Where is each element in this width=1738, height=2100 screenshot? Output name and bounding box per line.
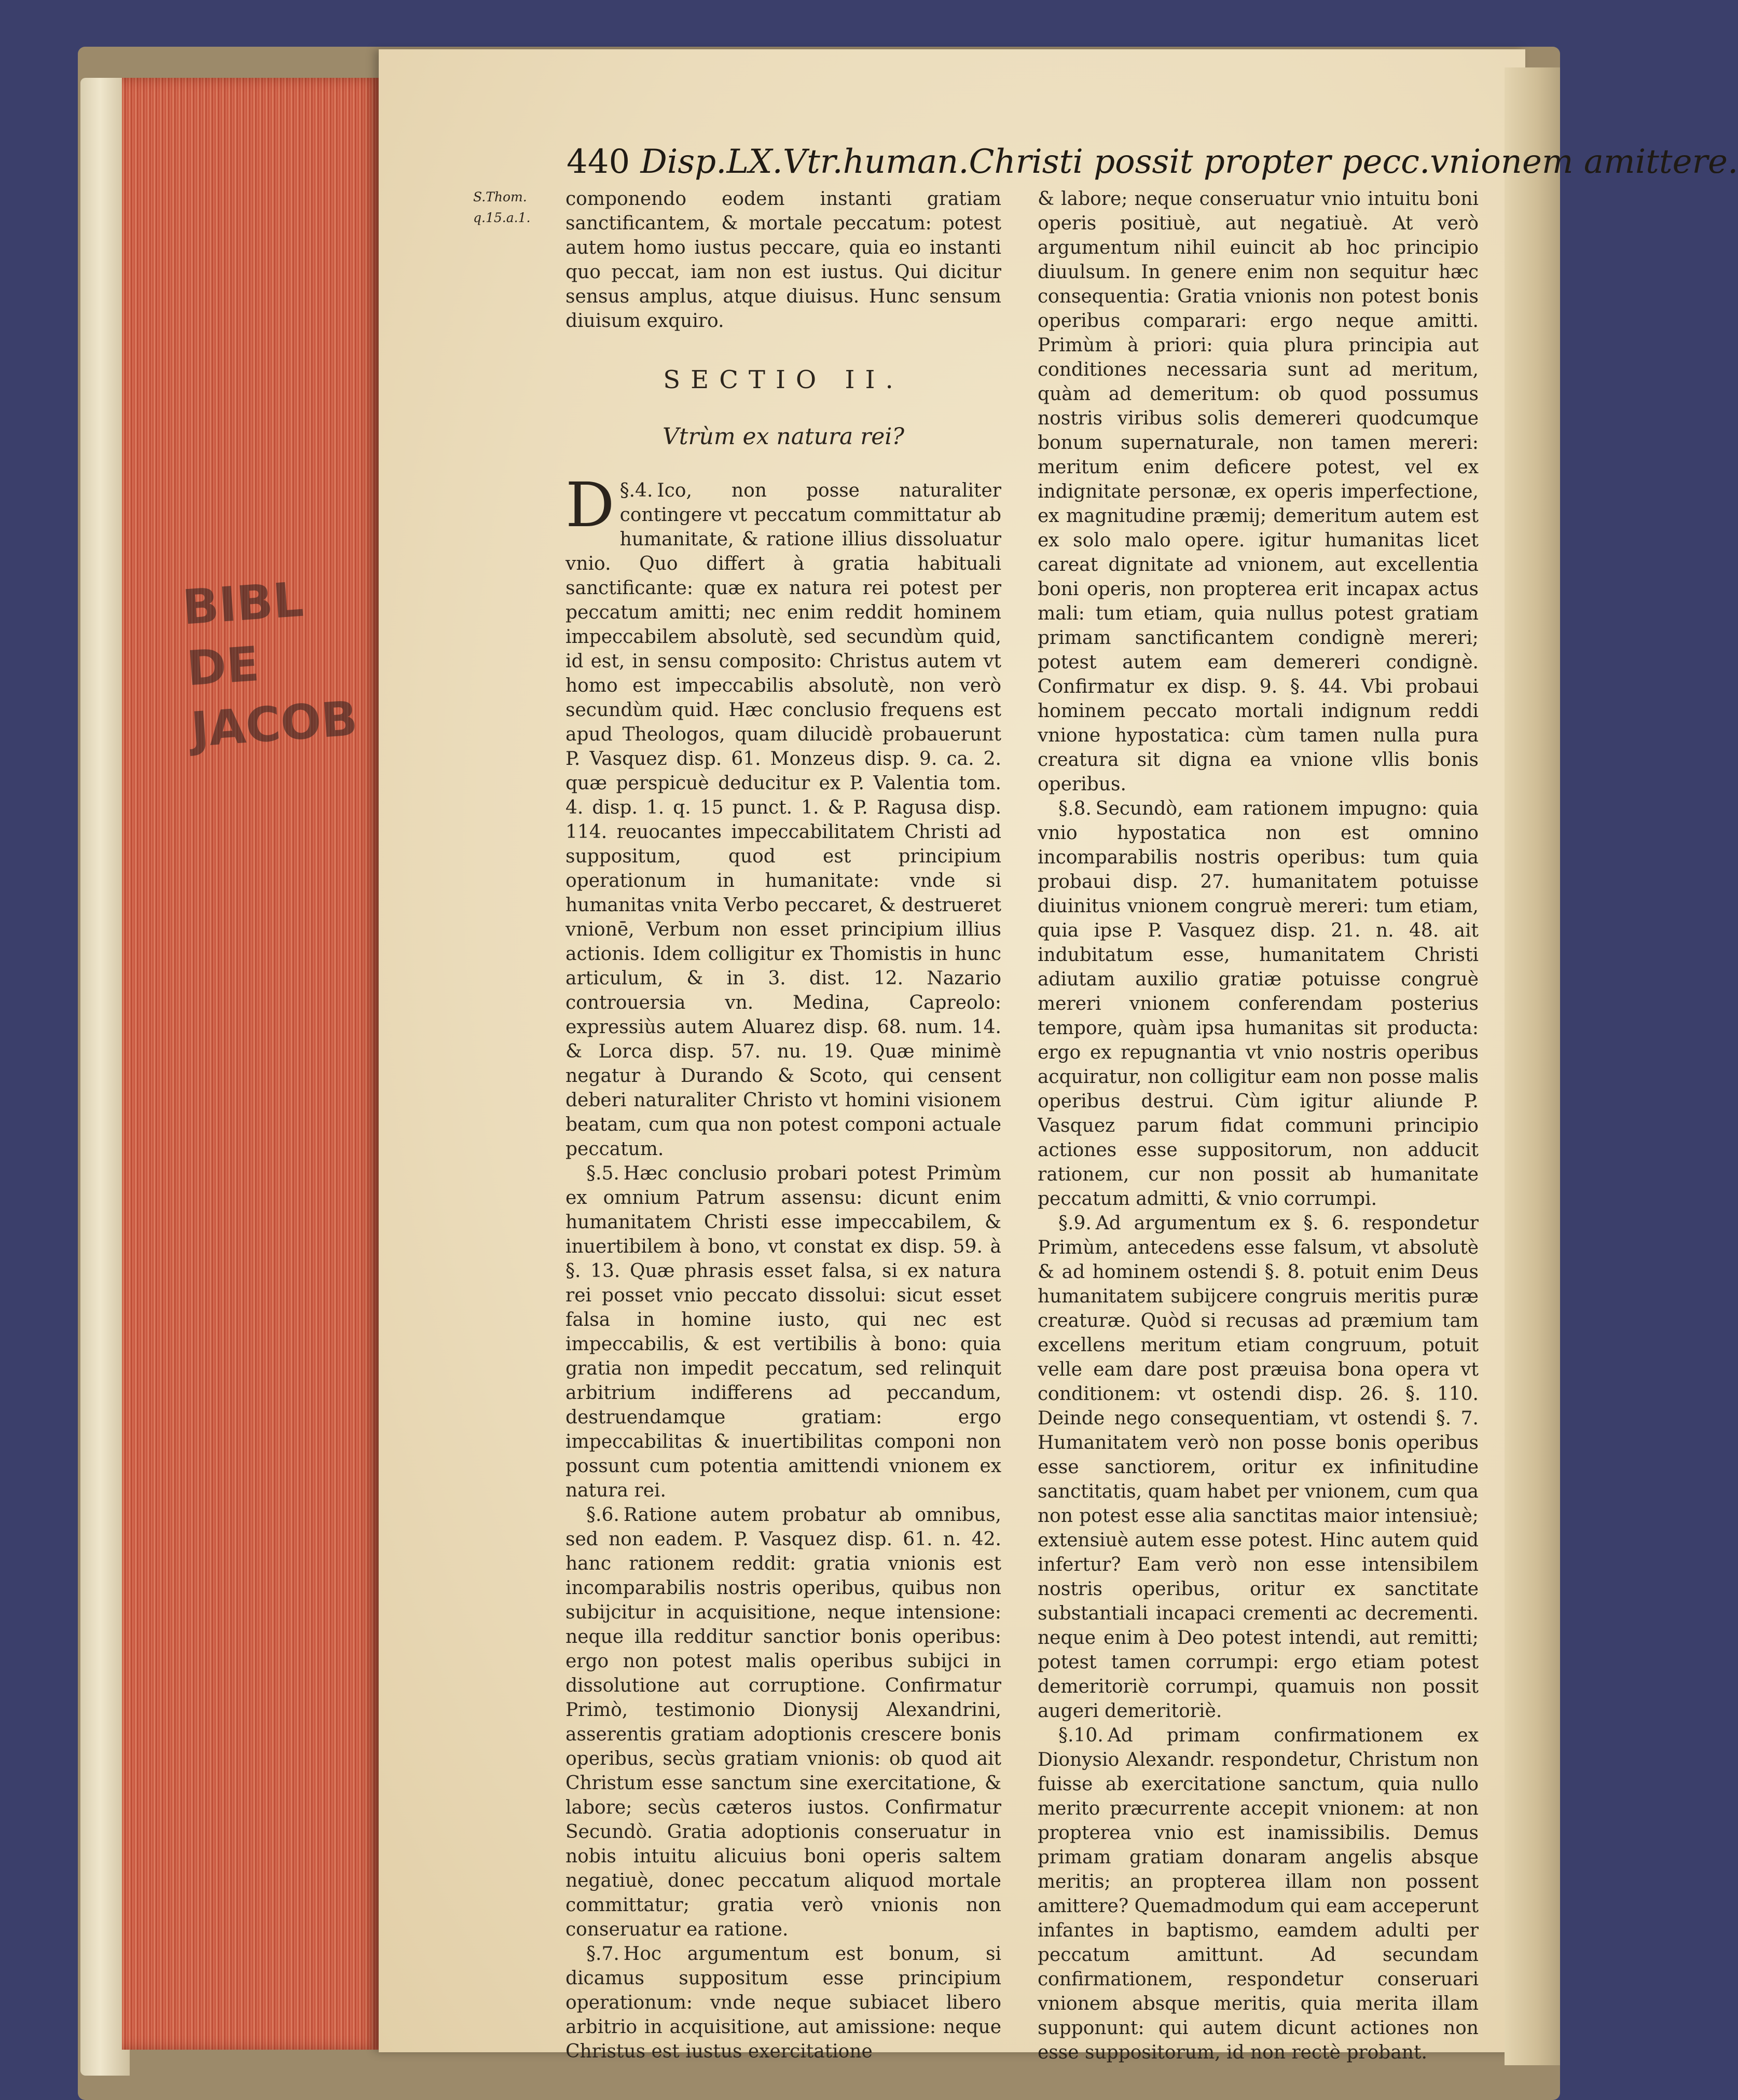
paragraph-text: Ico, non posse naturaliter contingere vt peccatum committatur ab humanitate, & ratione illius dissoluatur vnio. Quo differt à gratia habituali sanctificante: quæ ex natura rei potest per peccatum amitti; nec enim reddit hominem impeccabilem absolutè, sed secundùm quid, id est, in sensu composito: Christus autem vt homo est impeccabilis absolutè, non verò secundùm quid. Hæc conclusio frequens est apud Theologos, quam dilucidè probauerunt P. Vasquez disp. 61. Monzeus disp. 9. ca. 2. quæ perspicuè deducitur ex P. Valentia tom. 4. disp. 1. q. 15 punct. 1. & P. Ragusa disp. 114. reuocantes impeccabilitatem Christi ad suppositum, quod est principium operationum in humanitate: vnde si humanitas vnita Verbo peccaret, & destrueret vnionē, Verbum non esset principium illius actionis. Idem colligitur ex Thomistis in hunc articulum, & in 3. dist. 12. Nazario controuersia vn. Medina, Capreolo: expressiùs autem Aluarez disp. 68. num. 14. & Lorca disp. 57. nu. 19. Quæ minimè negatur à Durando & Scoto, qui censent deberi naturaliter Christo vt homini visionem beatam, cum qua non potest componi actuale peccatum.	[565, 480, 1001, 1160]
paragraph-text: Secundò, eam rationem impugno: quia vnio hypostatica non est omnino incomparabilis nostris operibus: tum quia probaui disp. 27. humanitatem potuisse diuinitus vnionem congruè mereri: tum etiam, quia ipse P. Vasquez disp. 21. n. 48. ait indubitatum esse, humanitatem Christi adiutam auxilio gratiæ potuisse congruè mereri vnionem conferendam posterius tempore, quàm ipsa humanitas sit producta: ergo ex repugnantia vt vnio nostris operibus acquiratur, non colligitur eam non posse malis operibus destrui. Cùm igitur aliunde P. Vasquez parum fidat communi principio actiones esse suppositorum, non adducit rationem, cur non possit ab humanitate peccatum admitti, & vnio corrumpi.	[1038, 798, 1479, 1210]
paragraph-6	[565, 1503, 1001, 1942]
paragraph-text: Ad primam confirmationem ex Dionysio Alexandr. respondetur, Christum non fuisse ab exercitatione sanctum, quia nullo merito præcurrente accepit vnionem: at non propterea vnio est inamissibilis. Demus primam gratiam donaram angelis absque meritis; an propterea illam non possent amittere? Quemadmodum qui eam acceperunt infantes in baptismo, eamdem adulti per peccatum amittunt. Ad secundam confirmationem, respondetur conseruari vnionem absque meritis, quia merita illam supponunt: qui autem dicunt actiones non esse suppositorum, id non rectè probant.	[1038, 1725, 1479, 2063]
intro-paragraph: componendo eodem instanti gratiam sanctificantem, & mortale peccatum: potest autem homo iustus peccare, quia eo instanti quo peccat, iam non est iustus. Qui dicitur sensus amplus, atque diuisus. Hunc sensum diuisum exquiro.	[565, 188, 1001, 332]
paragraph-label: §.5.	[586, 1163, 619, 1184]
running-head	[567, 136, 1738, 188]
paragraph-8	[1038, 797, 1479, 1211]
paragraph-text: Hoc argumentum est bonum, si dicamus suppositum esse principium operationum: vnde neque subiacet libero arbitrio in acquisitione, aut amissione: neque Christus est iustus exercitatione	[565, 1943, 1001, 2062]
margin-note: S.Thom. q.15.a.1.	[473, 189, 531, 225]
paragraph-label: §.10.	[1058, 1725, 1104, 1746]
continuation-paragraph: & labore; neque conseruatur vnio intuitu boni operis positiuè, aut negatiuè. At verò argumentum nihil euincit ab hoc principio diuulsum. In genere enim non sequitur hæc consequentia: Gratia vnionis non potest bonis operibus comparari: ergo neque amitti. Primùm à priori: quia plura principia aut conditiones necessaria sunt ad meritum, quàm ad demeritum: ob quod possumus nostris viribus solis demereri quodcumque bonum supernaturale, non tamen mereri: meritum enim deficere potest, vel ex indignitate personæ, ex operis imperfectione, ex magnitudine præmij; demeritum autem est ex solo malo opere. igitur humanitas licet careat dignitate ad vnionem, aut excellentia boni operis, non propterea erit incapax actus mali: tum etiam, quia nullus potest gratiam primam sanctificantem condignè mereri; potest autem eam demereri condignè. Confirmatur ex disp. 9. §. 44. Vbi probaui hominem peccato mortali indignum reddi vnione hypostatica: cùm tamen nulla pura creatura sit digna ea vnione vllis bonis operibus.	[1038, 188, 1479, 795]
library-stamp	[181, 565, 380, 764]
running-title: Disp.LX.Vtr.human.Christi possit propter pecc.vnionem amittere.	[640, 143, 1738, 181]
paragraph-text: Ratione autem probatur ab omnibus, sed non eadem. P. Vasquez disp. 61. n. 42. hanc rationem reddit: gratia vnionis est incomparabilis nostris operibus, quibus non subijcitur in acquisitione, neque intensione: neque illa redditur sanctior bonis operibus: ergo non potest malis operibus subijci in dissolutione aut corruptione. Confirmatur Primò, testimonio Dionysij Alexandrini, asserentis gratiam adoptionis crescere bonis operibus, secùs gratiam vnionis: ob quod ait Christum esse sanctum sine exercitatione, & labore; secùs cæteros iustos. Confirmatur Secundò. Gratia adoptionis conseruatur in nobis intuitu alicuius boni operis saltem negatiuè, donec peccatum aliquod mortale committatur; gratia verò vnionis non conseruatur ea ratione.	[565, 1504, 1001, 1940]
facing-page-edge	[1505, 67, 1560, 2065]
section-subheading: Vtrùm ex natura rei?	[663, 423, 904, 450]
paragraph-label: §.9.	[1058, 1213, 1092, 1234]
paragraph-label: §.4.	[619, 480, 653, 501]
paragraph-text: Ad argumentum ex §. 6. respondetur Primùm, antecedens esse falsum, vt absolutè & ad hominem ostendi §. 8. potuit enim Deus humanitatem subijcere congruis meritis puræ creaturæ. Quòd si recusas ad præmium tam excellens meritum etiam congruum, potuit velle eam dare post præuisa bona opera vt conditionem: vt ostendi disp. 26. §. 110. Deinde nego consequentiam, vt ostendi §. 7. Humanitatem verò non posse bonis operibus esse sanctiorem, oritur ex infinitudine sanctitatis, quam habet per vnionem, cum qua non potest esse alia sanctitas maior intensiuè; extensiuè autem esse potest. Hinc autem quid infertur? Eam verò non esse intensibilem nostris operibus, oritur ex sanctitate substantiali incapaci crementi ac decrementi. neque enim à Deo potest intendi, aut remitti; potest tamen corrumpi: ergo etiam potest demeritoriè corrumpi, quamuis non possit augeri demeritoriè.	[1038, 1213, 1479, 1722]
paragraph-10	[1038, 1723, 1479, 2065]
paragraph-4	[565, 469, 1001, 1161]
drop-capital: D	[565, 469, 615, 541]
page-number: 440	[567, 143, 630, 181]
paragraph-5	[565, 1161, 1001, 1503]
stamp-line: BIBL	[181, 571, 306, 636]
paragraph-label: §.7.	[586, 1943, 619, 1965]
stamp-line: JACOB	[189, 690, 360, 758]
section-heading: SECTIO II.	[663, 365, 904, 394]
red-page-edges	[122, 78, 381, 2050]
left-column	[565, 187, 1001, 2064]
paragraph-7	[565, 1942, 1001, 2064]
paragraph-text: Hæc conclusio probari potest Primùm ex omnium Patrum assensu: dicunt enim humanitatem Christi esse impeccabilem, & inuertibilem à bono, vt constat ex disp. 59. à §. 13. Quæ phrasis esset falsa, si ex natura rei posset vnio peccato dissolui: sicut esset falsa in homine iusto, qui nec est impeccabilis, & est vertibilis à bono: quia gratia non impedit peccatum, sed relinquit arbitrium indifferens ad peccandum, destruendamque gratiam: ergo impeccabilitas & inuertibilitas componi non possunt cum potentia amittendi vnionem ex natura rei.	[565, 1163, 1001, 1501]
paragraph-9	[1038, 1211, 1479, 1723]
paragraph-label: §.8.	[1058, 798, 1092, 819]
stamp-line: DE	[185, 636, 261, 697]
paragraph-label: §.6.	[586, 1504, 619, 1526]
right-column	[1038, 187, 1479, 2065]
